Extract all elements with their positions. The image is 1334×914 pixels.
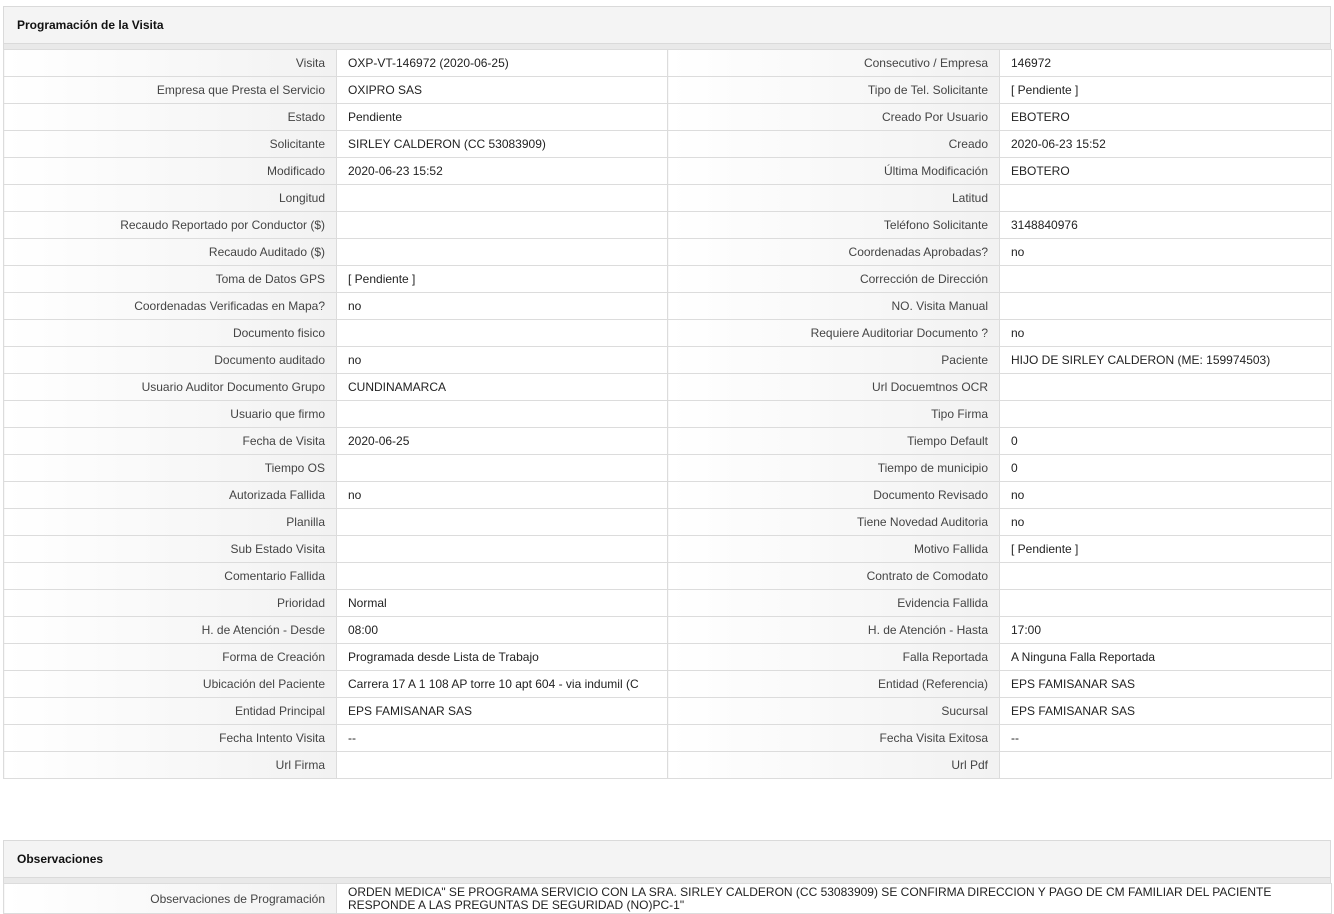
field-label: Usuario que firmo (4, 401, 337, 428)
table-row (4, 644, 1332, 671)
field-label: Usuario Auditor Documento Grupo (4, 374, 337, 401)
field-label: Longitud (4, 185, 337, 212)
observaciones-label: Observaciones de Programación (4, 884, 337, 914)
table-row (4, 698, 1332, 725)
field-value: Programada desde Lista de Trabajo (337, 644, 668, 671)
field-value: OXIPRO SAS (337, 77, 668, 104)
field-value: HIJO DE SIRLEY CALDERON (ME: 159974503) (1000, 347, 1332, 374)
field-label: Latitud (668, 185, 1000, 212)
field-value: 146972 (1000, 50, 1332, 77)
field-value: EBOTERO (1000, 104, 1332, 131)
field-label: Tiempo OS (4, 455, 337, 482)
field-label: Tiempo Default (668, 428, 1000, 455)
field-label: Comentario Fallida (4, 563, 337, 590)
table-row (4, 266, 1332, 293)
observaciones-table (3, 883, 1332, 914)
observaciones-panel-title: Observaciones (3, 840, 1331, 878)
field-value (1000, 563, 1332, 590)
field-value: EPS FAMISANAR SAS (1000, 671, 1332, 698)
field-label: Url Docuemtnos OCR (668, 374, 1000, 401)
field-value (1000, 266, 1332, 293)
field-label: Estado (4, 104, 337, 131)
field-label: Tipo Firma (668, 401, 1000, 428)
field-value: Carrera 17 A 1 108 AP torre 10 apt 604 - via indumil (C (337, 671, 668, 698)
field-label: Empresa que Presta el Servicio (4, 77, 337, 104)
field-value: -- (337, 725, 668, 752)
table-row (4, 563, 1332, 590)
field-value: no (1000, 509, 1332, 536)
visita-panel-title: Programación de la Visita (3, 6, 1331, 44)
field-label: Tiempo de municipio (668, 455, 1000, 482)
table-row (4, 617, 1332, 644)
table-row (4, 293, 1332, 320)
field-value (1000, 185, 1332, 212)
field-value: no (1000, 320, 1332, 347)
field-label: Documento fisico (4, 320, 337, 347)
field-label: Fecha Intento Visita (4, 725, 337, 752)
field-value: Pendiente (337, 104, 668, 131)
field-label: Tipo de Tel. Solicitante (668, 77, 1000, 104)
field-value (337, 239, 668, 266)
field-label: Entidad (Referencia) (668, 671, 1000, 698)
table-row (4, 884, 1332, 914)
field-value: 0 (1000, 455, 1332, 482)
table-row (4, 428, 1332, 455)
observaciones-value: ORDEN MEDICA" SE PROGRAMA SERVICIO CON LA SRA. SIRLEY CALDERON (CC 53083909) SE CONFIRMA DIRECCION Y PAGO DE CM FAMILIAR DEL PACIENTE RESPONDE A LAS PREGUNTAS DE SEGURIDAD (NO)PC-1" (337, 884, 1332, 914)
field-label: Sucursal (668, 698, 1000, 725)
field-value: CUNDINAMARCA (337, 374, 668, 401)
field-value (1000, 293, 1332, 320)
field-value (337, 536, 668, 563)
field-value (1000, 590, 1332, 617)
field-label: Motivo Fallida (668, 536, 1000, 563)
field-label: Documento auditado (4, 347, 337, 374)
table-row (4, 752, 1332, 779)
table-row (4, 104, 1332, 131)
field-value: 2020-06-23 15:52 (1000, 131, 1332, 158)
field-value: [ Pendiente ] (1000, 536, 1332, 563)
field-label: Fecha de Visita (4, 428, 337, 455)
field-value (337, 509, 668, 536)
field-value: 2020-06-23 15:52 (337, 158, 668, 185)
field-label: Coordenadas Verificadas en Mapa? (4, 293, 337, 320)
table-row (4, 536, 1332, 563)
table-row (4, 374, 1332, 401)
field-label: Corrección de Dirección (668, 266, 1000, 293)
field-label: Creado Por Usuario (668, 104, 1000, 131)
table-row (4, 50, 1332, 77)
field-label: Requiere Auditoriar Documento ? (668, 320, 1000, 347)
field-value: EPS FAMISANAR SAS (1000, 698, 1332, 725)
field-label: H. de Atención - Desde (4, 617, 337, 644)
field-label: Teléfono Solicitante (668, 212, 1000, 239)
field-label: Evidencia Fallida (668, 590, 1000, 617)
field-value (1000, 401, 1332, 428)
field-value: [ Pendiente ] (337, 266, 668, 293)
table-row (4, 455, 1332, 482)
field-label: Sub Estado Visita (4, 536, 337, 563)
field-value: no (337, 293, 668, 320)
field-label: Autorizada Fallida (4, 482, 337, 509)
field-value: 17:00 (1000, 617, 1332, 644)
field-value: OXP-VT-146972 (2020-06-25) (337, 50, 668, 77)
field-label: Fecha Visita Exitosa (668, 725, 1000, 752)
field-value (337, 563, 668, 590)
table-row (4, 131, 1332, 158)
field-value: -- (1000, 725, 1332, 752)
field-value (337, 320, 668, 347)
field-value: A Ninguna Falla Reportada (1000, 644, 1332, 671)
field-label: Recaudo Reportado por Conductor ($) (4, 212, 337, 239)
field-value: no (337, 482, 668, 509)
field-value: 0 (1000, 428, 1332, 455)
field-value: no (1000, 239, 1332, 266)
table-row (4, 77, 1332, 104)
field-label: NO. Visita Manual (668, 293, 1000, 320)
field-value: EBOTERO (1000, 158, 1332, 185)
table-row (4, 158, 1332, 185)
field-label: Forma de Creación (4, 644, 337, 671)
field-value (1000, 752, 1332, 779)
field-value: no (1000, 482, 1332, 509)
field-label: Paciente (668, 347, 1000, 374)
field-label: Modificado (4, 158, 337, 185)
field-label: Url Pdf (668, 752, 1000, 779)
field-label: Coordenadas Aprobadas? (668, 239, 1000, 266)
table-row (4, 725, 1332, 752)
visita-panel (3, 6, 1331, 779)
field-label: Prioridad (4, 590, 337, 617)
field-label: Última Modificación (668, 158, 1000, 185)
field-label: Entidad Principal (4, 698, 337, 725)
table-row (4, 482, 1332, 509)
field-value: EPS FAMISANAR SAS (337, 698, 668, 725)
field-value: SIRLEY CALDERON (CC 53083909) (337, 131, 668, 158)
field-label: Documento Revisado (668, 482, 1000, 509)
field-label: Consecutivo / Empresa (668, 50, 1000, 77)
field-label: Recaudo Auditado ($) (4, 239, 337, 266)
table-row (4, 320, 1332, 347)
table-row (4, 590, 1332, 617)
field-value: [ Pendiente ] (1000, 77, 1332, 104)
field-label: Creado (668, 131, 1000, 158)
table-row (4, 347, 1332, 374)
field-value (337, 185, 668, 212)
field-value (337, 212, 668, 239)
visita-details-table (3, 49, 1332, 779)
table-row (4, 401, 1332, 428)
field-label: Visita (4, 50, 337, 77)
field-value (1000, 374, 1332, 401)
table-row (4, 509, 1332, 536)
field-value: 08:00 (337, 617, 668, 644)
field-value (337, 455, 668, 482)
field-value: Normal (337, 590, 668, 617)
field-label: Contrato de Comodato (668, 563, 1000, 590)
field-label: Tiene Novedad Auditoria (668, 509, 1000, 536)
table-row (4, 239, 1332, 266)
field-label: Url Firma (4, 752, 337, 779)
field-label: H. de Atención - Hasta (668, 617, 1000, 644)
field-value: 3148840976 (1000, 212, 1332, 239)
table-row (4, 671, 1332, 698)
field-value: 2020-06-25 (337, 428, 668, 455)
observaciones-panel (3, 840, 1331, 914)
field-label: Toma de Datos GPS (4, 266, 337, 293)
field-value: no (337, 347, 668, 374)
field-value (337, 401, 668, 428)
field-label: Ubicación del Paciente (4, 671, 337, 698)
field-label: Falla Reportada (668, 644, 1000, 671)
field-value (337, 752, 668, 779)
table-row (4, 185, 1332, 212)
field-label: Planilla (4, 509, 337, 536)
field-label: Solicitante (4, 131, 337, 158)
table-row (4, 212, 1332, 239)
